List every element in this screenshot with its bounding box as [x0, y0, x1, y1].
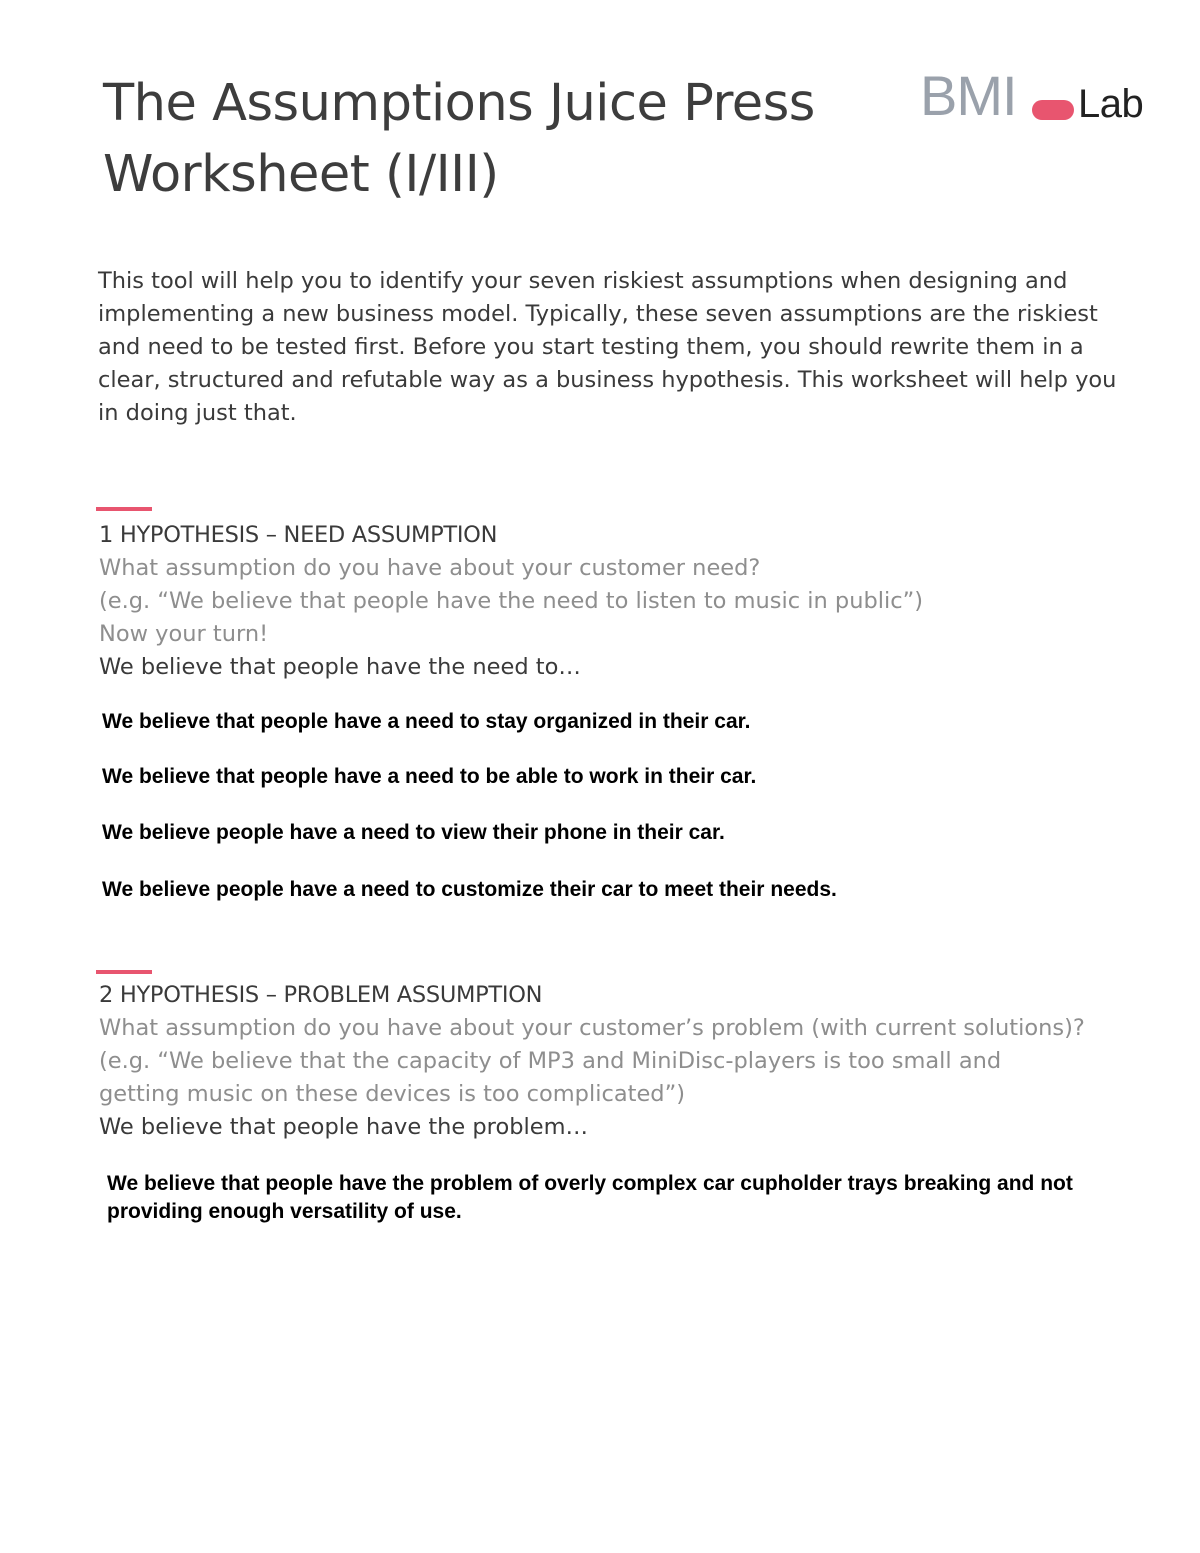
section-1-answer-1: We believe that people have a need to stay organized in their car. — [102, 710, 751, 733]
intro-paragraph: This tool will help you to identify your seven riskiest assumptions when designing and implementing a new business model. Typically, these seven assumptions are the riskiest and need to be tested first. Before you start testing them, you should rewrite them in a clear, structured and refutable way as a business hypothesis. This worksheet will help you in doing just that. — [98, 268, 1117, 426]
section-1-heading: 1 HYPOTHESIS – NEED ASSUMPTION — [99, 522, 498, 548]
section-problem-assumption — [99, 979, 1109, 1144]
section-1-answer-2: We believe that people have a need to be able to work in their car. — [102, 765, 757, 788]
section-1-question: What assumption do you have about your customer need? — [99, 555, 761, 581]
section-1-answer-4: We believe people have a need to customize their car to meet their needs. — [102, 878, 837, 901]
bmi-lab-logo — [920, 64, 1150, 130]
page-title — [103, 68, 863, 210]
page-title-line-1: The Assumptions Juice Press — [103, 74, 815, 133]
section-2-prompt: We believe that people have the problem… — [99, 1114, 589, 1140]
section-2-example: (e.g. “We believe that the capacity of MP3 and MiniDisc-players is too small and getting music on these devices is too complicated”) — [99, 1048, 1002, 1107]
section-1-prompt: We believe that people have the need to… — [99, 654, 581, 680]
section-1-turn-prompt: Now your turn! — [99, 621, 269, 647]
page-title-line-2: Worksheet (I/III) — [103, 145, 499, 204]
logo-bmi-text: BMI — [920, 64, 1017, 127]
logo-lab-text: Lab — [1078, 82, 1144, 126]
section-2-question: What assumption do you have about your customer’s problem (with current solutions)? — [99, 1015, 1085, 1041]
section-2-heading: 2 HYPOTHESIS – PROBLEM ASSUMPTION — [99, 982, 543, 1008]
section-1-example: (e.g. “We believe that people have the need to listen to music in public”) — [99, 588, 924, 614]
section-1-answer-3: We believe people have a need to view their phone in their car. — [102, 821, 725, 844]
section-2-accent-rule — [96, 970, 152, 974]
section-2-answer-1: We believe that people have the problem of overly complex car cupholder trays breaking and not providing enough versatility of use. — [107, 1172, 1073, 1223]
section-need-assumption — [99, 519, 1109, 684]
logo-pill-shape — [1032, 100, 1074, 120]
section-1-accent-rule — [96, 507, 152, 511]
